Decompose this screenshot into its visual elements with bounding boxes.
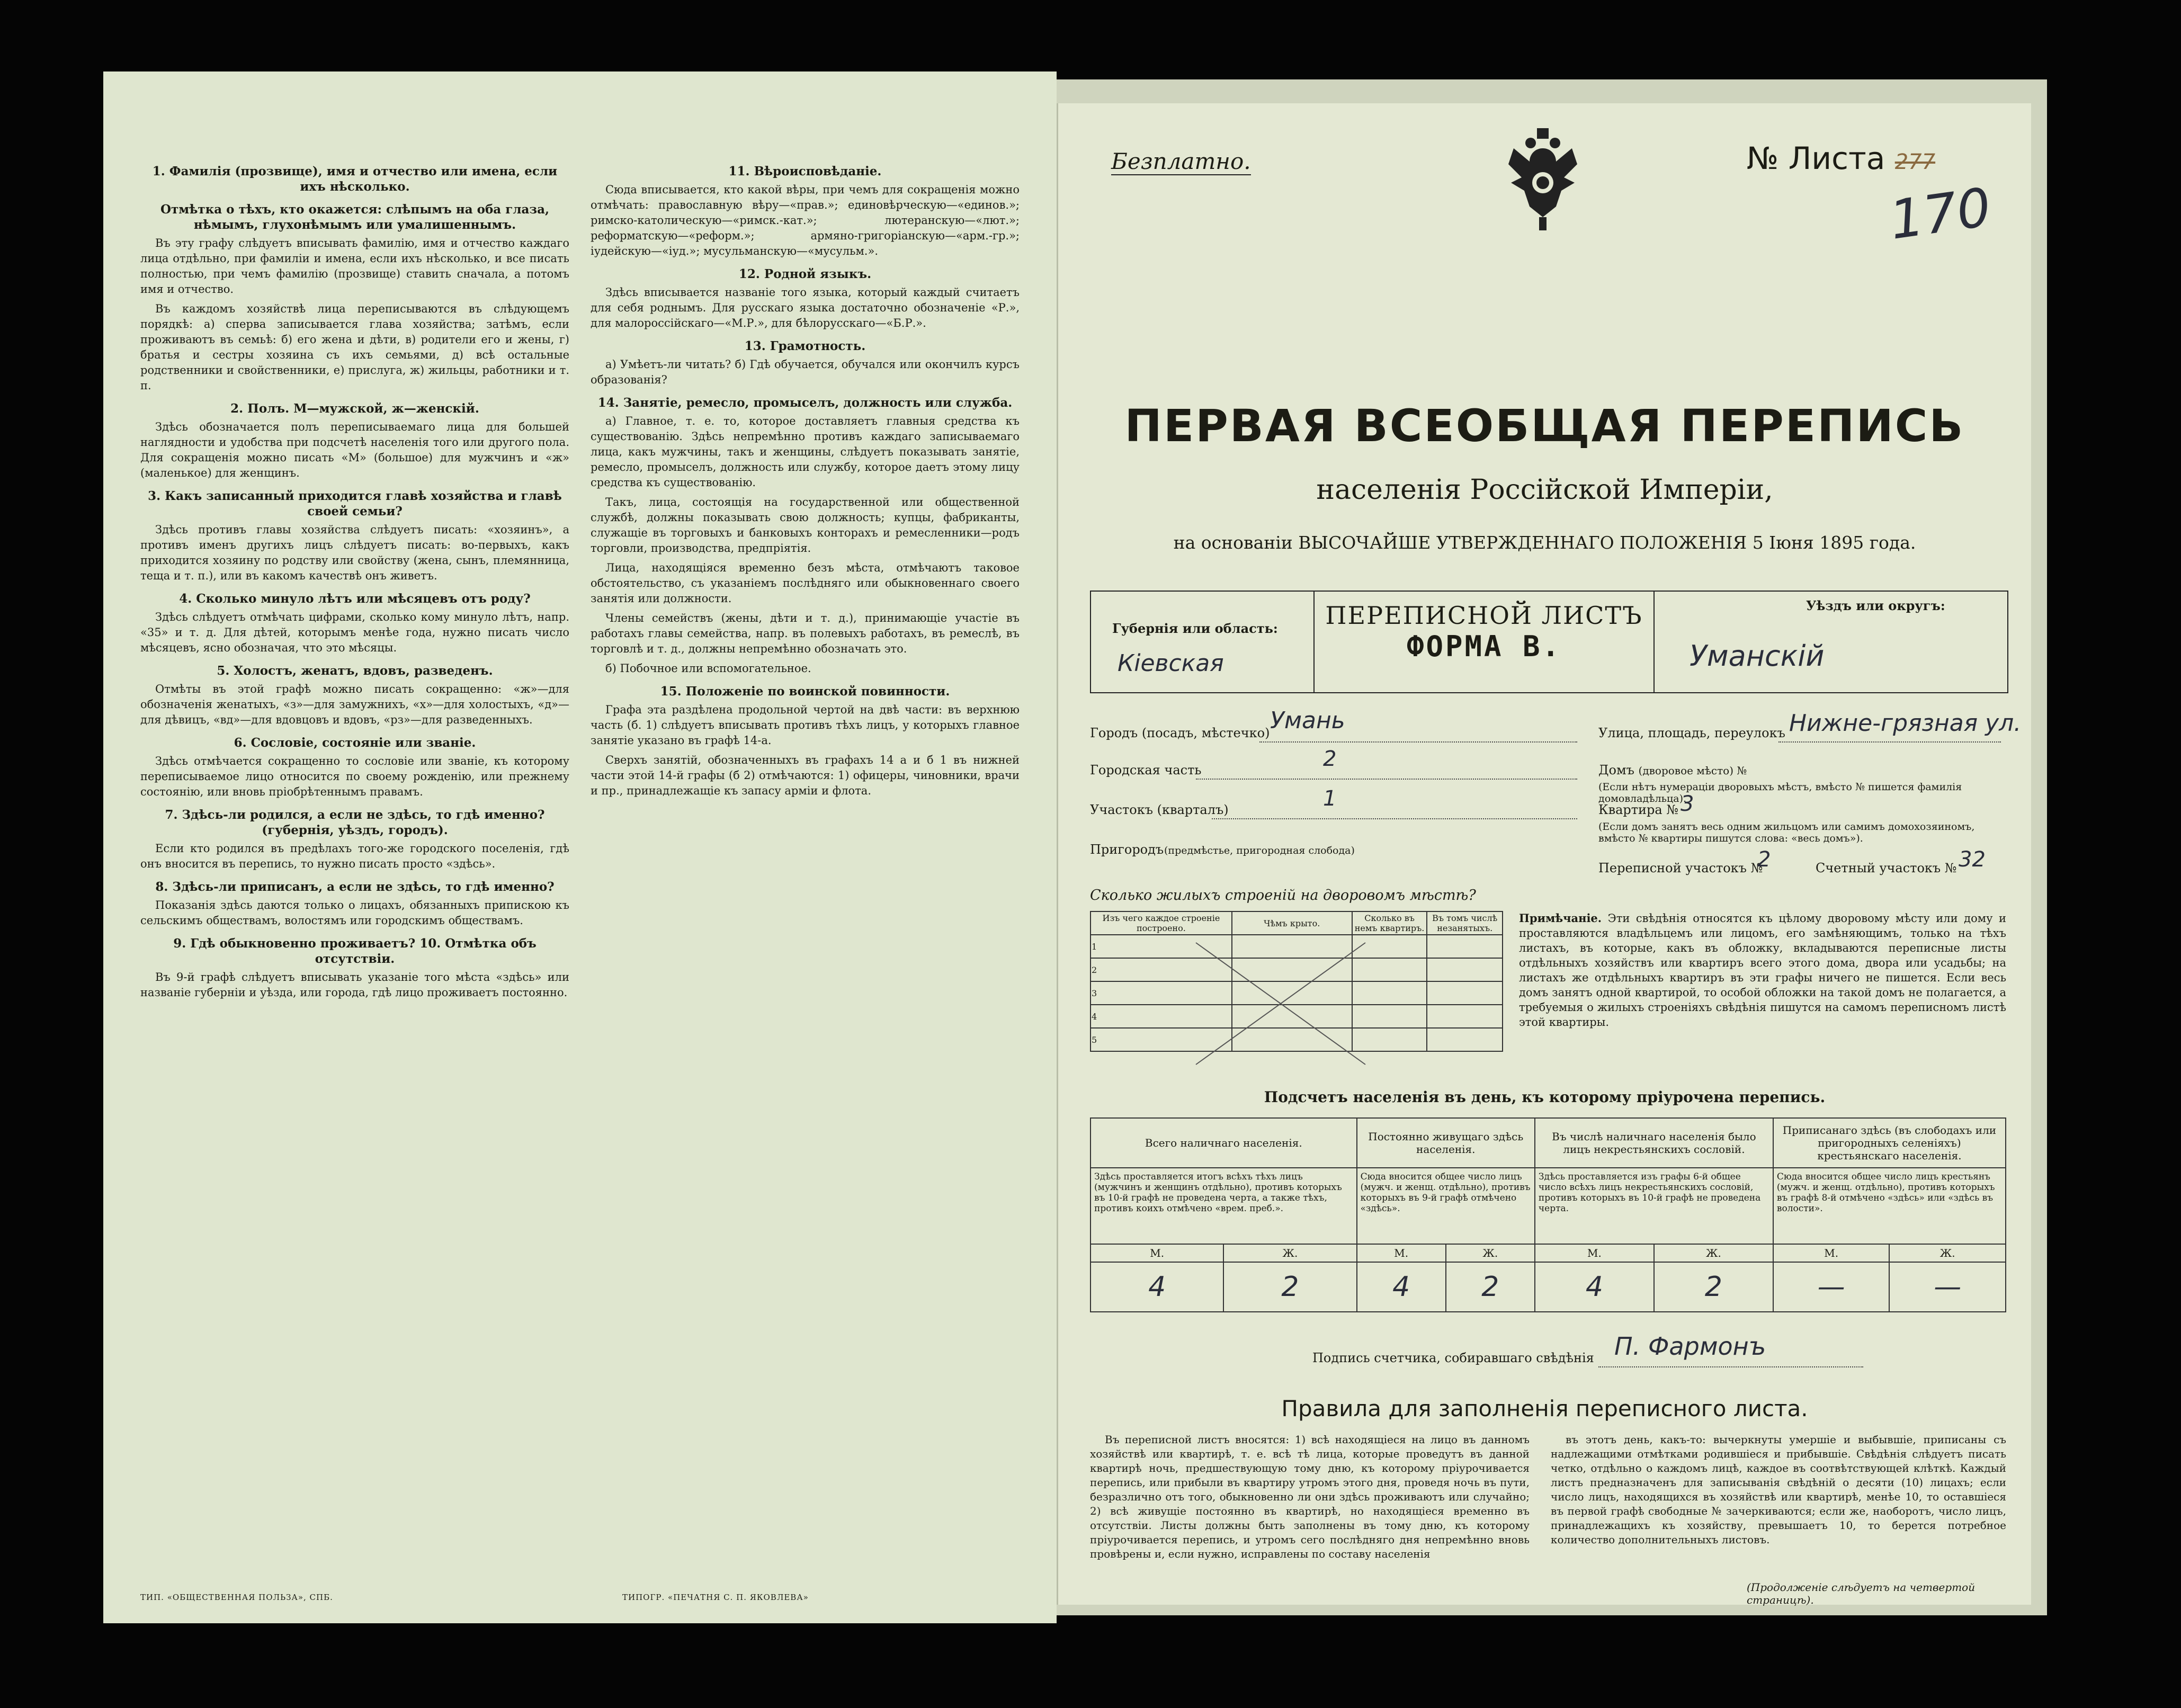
dwellings-header: Сколько въ немъ квартиръ. xyxy=(1352,911,1427,935)
count-description: Здѣсь проставляется изъ графы 6-й общее число всѣхъ лицъ некрестьянскихъ сословій, противъ которыхъ въ 10-й графѣ не проведена черта. xyxy=(1535,1168,1773,1244)
house-label-text: Домъ xyxy=(1598,763,1634,777)
rules-column-2: въ этотъ день, какъ-то: вычеркнуты умершіе и выбывшіе, приписаны съ надлежащими отмѣтками родившіеся и прибывшіе. Свѣдѣнія слѣдуетъ писать четко, отдѣльно о каждомъ лицѣ, каждое въ соотвѣтствующей клѣткѣ. Каждый листъ предназначенъ для записыванія свѣдѣній о десяти (10) лицахъ; если число лицъ, находящихся въ хозяйствѣ или квартирѣ, менѣе 10, то оставшіеся въ первой графѣ свободные № зачеркиваются; если же, наоборотъ, число лицъ, принадлежащихъ къ хозяйству, превышаетъ 10, то берется потребное количество дополнительныхъ листовъ. xyxy=(1551,1433,2006,1546)
instruction-paragraph: Если кто родился въ предѣлахъ того-же городского поселенія, гдѣ онъ вносится въ перепись, то нужно писать просто «здѣсь». xyxy=(140,842,569,870)
instruction-paragraph: Здѣсь слѣдуетъ отмѣчать цифрами, сколько кому минуло лѣтъ, напр. «35» и т. д. Для дѣтей, которымъ менѣе года, нужно писать число мѣсяцевъ, ясно обозначая, что это мѣсяцы. xyxy=(140,611,569,654)
count-value: 4 xyxy=(1090,1262,1223,1312)
instruction-paragraph: Здѣсь отмѣчается сокращенно то сословіе или званіе, къ которому переписываемое лицо относится по своему рожденію, или прежнему состоянію, или вновь пріобрѣтеннымъ правамъ. xyxy=(140,755,569,798)
instruction-heading: Отмѣтка о тѣхъ, кто окажется: слѣпымъ на оба глаза, нѣмымъ, глухонѣмымъ или умалишеннымъ. xyxy=(160,202,550,232)
instruction-paragraph: Такъ, лица, состоящія на государственной или общественной службѣ, должны показывать свою должность; купцы, фабриканты, служащіе въ торговыхъ и банковыхъ конторахъ и ремесленники—родъ торговли, производства, предпріятія. xyxy=(591,496,1020,555)
instruction-paragraph: Въ эту графу слѣдуетъ вписывать фамилію, имя и отчество каждаго лица отдѣльно, при фамиліи и имена, если ихъ нѣсколько, и все писать полностью, при чемъ фамилію (прозвище) ставить сначала, а потомъ имя и отчество. xyxy=(140,237,569,296)
instruction-paragraph: Графа эта раздѣлена продольной чертой на двѣ части: въ верхнюю часть (б. 1) слѣдуетъ вписывать противъ тѣхъ лицъ, у которыхъ главное занятіе указано въ графѣ 14-а. xyxy=(591,703,1020,747)
city-label: Городъ (посадъ, мѣстечко) xyxy=(1090,726,1270,740)
dwellings-cell xyxy=(1352,1005,1427,1028)
gubernia-label: Губернія или область: xyxy=(1112,621,1278,636)
double-headed-eagle-emblem xyxy=(1498,127,1588,233)
count-value: — xyxy=(1773,1262,1890,1312)
instruction-heading: 7. Здѣсь-ли родился, а если не здѣсь, то гдѣ именно? (губернія, уѣздъ, городъ). xyxy=(165,808,545,837)
count-value: 2 xyxy=(1654,1262,1773,1312)
instruction-paragraph: Показанія здѣсь даются только о лицахъ, обязанныхъ припискою къ сельскимъ обществамъ, волостямъ или городскимъ обществамъ. xyxy=(140,899,569,927)
sex-subheader: М. xyxy=(1357,1244,1446,1262)
census-area-value: 2 xyxy=(1757,847,1771,872)
uchastok-underline xyxy=(1212,818,1577,819)
dwellings-cell xyxy=(1232,981,1352,1005)
instruction-paragraph: Здѣсь противъ главы хозяйства слѣдуетъ писать: «хозяинъ», а противъ именъ другихъ лицъ слѣдуетъ писать: во-первыхъ, какъ приходится хозяину по родству или свойству (жена, сынъ, племянница, теща и т. п.), или въ какомъ качествѣ онъ живетъ. xyxy=(140,523,569,582)
dwellings-cell xyxy=(1232,958,1352,981)
dwellings-header: Чѣмъ крыто. xyxy=(1232,911,1352,935)
dwellings-cell xyxy=(1352,1028,1427,1051)
instruction-heading: 8. Здѣсь-ли приписанъ, а если не здѣсь, то гдѣ именно? xyxy=(155,880,555,894)
divider xyxy=(1653,592,1655,692)
dwellings-cell: 2 xyxy=(1090,958,1232,981)
instruction-heading: 4. Сколько минуло лѣтъ или мѣсяцевъ отъ роду? xyxy=(179,592,531,606)
instruction-heading: 13. Грамотность. xyxy=(744,339,866,353)
census-subtitle: населенія Россійской Имперіи, xyxy=(1316,474,1773,506)
instruction-paragraph: Сюда вписывается, кто какой вѣры, при чемъ для сокращенія можно отмѣчать: православную вѣру—«прав.»; единовѣрческую—«единов.»; римско-католическую—«римск.-кат.»; лютеранскую—«лют.»; реформатскую—«реформ.»; армяно-григоріанскую—«арм.-гр.»; іудейскую—«іуд.»; мусульманскую—«мусульм.». xyxy=(591,183,1020,257)
dwellings-cell xyxy=(1232,1005,1352,1028)
dwellings-cell xyxy=(1232,1028,1352,1051)
city-value: Умань xyxy=(1270,707,1345,734)
instructions-column-2 xyxy=(591,156,1020,1591)
dwellings-table xyxy=(1090,911,1503,1052)
note-title: Примѣчаніе. xyxy=(1519,911,1602,925)
suburb-label: Пригородъ xyxy=(1090,842,1164,857)
instruction-paragraph: а) Умѣетъ-ли читать? б) Гдѣ обучается, обучался или окончилъ курсъ образованія? xyxy=(591,358,1020,386)
uchastok-value: 1 xyxy=(1323,786,1337,811)
street-underline xyxy=(1778,741,2001,743)
census-form-page xyxy=(1057,103,2031,1605)
instruction-heading: 15. Положеніе по воинской повинности. xyxy=(660,684,950,699)
form-name: ФОРМА В. xyxy=(1406,630,1562,663)
count-value: 2 xyxy=(1446,1262,1535,1312)
instruction-paragraph: Сверхъ занятій, обозначенныхъ въ графахъ 14 а и б 1 въ нижней части этой 14-й графы (б 2) отмѣчаются: 1) офицеры, чиновники, врачи и пр., принадлежащіе къ запасу армiи и флота. xyxy=(591,754,1020,797)
dwellings-cell xyxy=(1427,935,1503,958)
legal-basis: на основаніи ВЫСОЧАЙШЕ УТВЕРЖДЕННАГО ПОЛОЖЕНІЯ 5 Іюня 1895 года. xyxy=(1173,532,1916,553)
street-label: Улица, площадь, переулокъ xyxy=(1598,726,1785,740)
sex-subheader: Ж. xyxy=(1223,1244,1356,1262)
signature-underline xyxy=(1598,1366,1863,1367)
count-value: 2 xyxy=(1223,1262,1356,1312)
instruction-heading: 3. Какъ записанный приходится главѣ хозяйства и главѣ своей семьи? xyxy=(148,489,562,518)
form-title-block xyxy=(1315,592,1653,663)
count-header: Въ числѣ наличнаго населенія было лицъ некрестьянскихъ сословій. xyxy=(1535,1118,1773,1168)
sex-subheader: Ж. xyxy=(1446,1244,1535,1262)
house-note: (дворовое мѣсто) № xyxy=(1638,764,1747,777)
sheet-number-value: 277 xyxy=(1894,150,1936,174)
dwellings-cell: 3 xyxy=(1090,981,1232,1005)
count-description: Здѣсь проставляется итогъ всѣхъ тѣхъ лицъ (мужчинъ и женщинъ отдѣльно), противъ которыхъ въ 10-й графѣ не проведена черта, а также тѣхъ, противъ коихъ отмѣчено «врем. преб.». xyxy=(1090,1168,1357,1244)
instruction-paragraph: Въ каждомъ хозяйствѣ лица переписываются въ слѣдующемъ порядкѣ: а) сперва записывается глава хозяйства; затѣмъ, если проживаютъ въ семьѣ: б) его жена и дѣти, в) родители его и жены, г) братья и сестры хозяина съ ихъ семьями, д) всѣ остальные родственники и свойственники, е) прислуга, ж) жильцы, работники и т. п. xyxy=(140,302,569,392)
population-count-table xyxy=(1090,1117,2006,1312)
instruction-paragraph: Здѣсь обозначается полъ переписываемаго лица для большей наглядности и удобства при подсчетѣ населенія того или другого пола. Для сокращенія можно писать «М» (большое) для мужчинъ и «ж» (маленькое) для женщинъ. xyxy=(140,421,569,479)
instruction-paragraph: Въ 9-й графѣ слѣдуетъ вписывать указаніе того мѣста «здѣсь» или названіе губерніи и уѣзда, или города, гдѣ лицо проживаетъ постоянно. xyxy=(140,971,569,999)
dwellings-cell: 4 xyxy=(1090,1005,1232,1028)
dwellings-header: Въ томъ числѣ незанятыхъ. xyxy=(1427,911,1503,935)
sex-subheader: М. xyxy=(1090,1244,1223,1262)
instruction-heading: 14. Занятіе, ремесло, промыселъ, должность или служба. xyxy=(597,396,1013,410)
sheet-number-label: № Листа xyxy=(1747,140,1885,176)
dwellings-cell xyxy=(1232,935,1352,958)
printer-imprint-left: ТИП. «ОБЩЕСТВЕННАЯ ПОЛЬЗА», СПБ. xyxy=(140,1593,333,1602)
apartment-value: 3 xyxy=(1681,792,1694,816)
sex-subheader: Ж. xyxy=(1889,1244,2006,1262)
instruction-paragraph: б) Побочное или вспомогательное. xyxy=(605,662,811,675)
counter-area-value: 32 xyxy=(1959,847,1986,872)
dwellings-cell xyxy=(1352,935,1427,958)
sheet-number-block xyxy=(1747,140,1935,176)
count-value: 4 xyxy=(1357,1262,1446,1312)
count-header: Постоянно живущаго здѣсь населенія. xyxy=(1357,1118,1535,1168)
dwellings-header: Изъ чего каждое строеніе построено. xyxy=(1090,911,1232,935)
instruction-paragraph: а) Главное, т. е. то, которое доставляетъ главныя средства къ существованію. Здѣсь непремѣнно противъ каждаго записываемаго лица, какъ мужчины, такъ и женщины, слѣдуетъ показывать занятіе, ремесло, промыселъ, должность или службу, которое даетъ этому лицу средства къ существованію. xyxy=(591,415,1020,489)
apartment-label: Квартира № xyxy=(1598,802,1679,817)
census-title: ПЕРВАЯ ВСЕОБЩАЯ ПЕРЕПИСЬ xyxy=(1124,400,1965,452)
census-area-label: Переписной участокъ № xyxy=(1598,861,1763,875)
free-label: Безплатно. xyxy=(1111,148,1251,174)
sex-subheader: Ж. xyxy=(1654,1244,1773,1262)
count-title: Подсчетъ населенія въ день, къ которому пріурочена перепись. xyxy=(1264,1088,1826,1106)
street-value: Нижне-грязная ул. xyxy=(1789,710,2022,737)
instruction-heading: 12. Родной языкъ. xyxy=(738,267,872,281)
archive-page-number: 170 xyxy=(1885,176,1995,252)
signature-label: Подпись счетчика, собиравшаго свѣдѣнія xyxy=(1312,1351,1594,1365)
note-text: Эти свѣдѣнія относятся къ цѣлому дворовому мѣсту или дому и проставляются владѣльцемъ или лицомъ, его замѣняющимъ, только на тѣхъ листахъ, въ которые, какъ въ обложку, вкладываются переписные листы отдѣльныхъ хозяйствъ или квартиръ всего этого дома, двора или усадьбы; на листахъ же отдѣльныхъ квартиръ въ эти графы ничего не пишется. Если весь домъ занятъ одной квартирой, то особой обложки на такой домъ не полагается, а требуемыя о жилыхъ строеніяхъ свѣдѣнія пишутся на самомъ переписномъ листѣ этой квартиры. xyxy=(1519,912,2006,1029)
gubernia-value: Кіевская xyxy=(1118,650,1224,677)
uezd-value: Уманскій xyxy=(1690,639,1825,673)
dwellings-cell xyxy=(1427,981,1503,1005)
counter-area-label: Счетный участокъ № xyxy=(1816,861,1957,875)
instruction-paragraph: Члены семействъ (жены, дѣти и т. д.), принимающіе участіе въ работахъ главы семейства, напр. въ полевыхъ работахъ, въ ремеслѣ, въ торговлѣ и т. д., должны непремѣнно обозначать это. xyxy=(591,612,1020,655)
instruction-paragraph: Здѣсь вписывается названіе того языка, который каждый считаетъ для себя роднымъ. Для русскаго языка достаточно обозначеніе «Р.», для малороссійскаго—«М.Р.», для бѣлорусскаго—«Б.Р.». xyxy=(591,286,1020,329)
uchastok-label: Участокъ (кварталъ) xyxy=(1090,802,1229,817)
instruction-heading: 9. Гдѣ обыкновенно проживаетъ? 10. Отмѣтка объ отсутствіи. xyxy=(173,936,537,966)
dwellings-cell xyxy=(1427,1028,1503,1051)
dwellings-cell xyxy=(1427,958,1503,981)
instruction-heading: 11. Вѣроисповѣданіе. xyxy=(728,164,882,178)
continuation-note: (Продолженіе слѣдуетъ на четвертой страницѣ). xyxy=(1747,1581,1976,1606)
left-page xyxy=(103,71,1057,1623)
instruction-paragraph: Отмѣты въ этой графѣ можно писать сокращенно: «ж»—для обозначенія женатыхъ, «з»—для замужнихъ, «х»—для холостыхъ, «д»—для дѣвицъ, «вд»—для вдовцовъ и вдовъ, «рз»—для разведенныхъ. xyxy=(140,683,569,726)
sex-subheader: М. xyxy=(1773,1244,1890,1262)
dwellings-cell xyxy=(1352,958,1427,981)
house-label xyxy=(1598,763,1747,777)
printer-imprint-right: ТИПОГР. «ПЕЧАТНЯ С. П. ЯКОВЛЕВА» xyxy=(622,1593,809,1602)
region-header-box xyxy=(1090,591,2008,693)
rules-column-1: Въ переписной листъ вносятся: 1) всѣ находящіеся на лицо въ данномъ хозяйствѣ или квартирѣ, т. е. всѣ тѣ лица, которые проведутъ въ данной квартирѣ ночь, предшествующую тому дню, къ которому пріурочивается перепись, или прибыли въ квартиру утромъ этого дня, проведя ночь въ пути, безразлично отъ того, обыкновенно ли они здѣсь проживаютъ или случайно; 2) всѣ живущіе постоянно въ квартирѣ, но находящіеся временно въ отсутствіи. Листы должны быть заполнены въ тому дню, къ которому пріурочивается перепись, и утромъ сего послѣдняго дня непремѣнно вновь провѣрены и, если нужно, исправлены по составу населенія xyxy=(1090,1433,1530,1560)
apartment-hint: (Если домъ занятъ весь одним жильцомъ или самимъ домохозяиномъ, вмѣсто № квартиры пишутся слова: «весь домъ»). xyxy=(1598,821,1975,844)
form-title: ПЕРЕПИСНОЙ ЛИСТЪ xyxy=(1325,601,1643,630)
instruction-heading: 5. Холостъ, женатъ, вдовъ, разведенъ. xyxy=(217,664,493,678)
city-part-value: 2 xyxy=(1323,747,1337,771)
city-part-underline xyxy=(1196,779,1577,780)
house-hint: (Если нѣтъ нумераціи дворовыхъ мѣстъ, вмѣсто № пишется фамилія домовладѣльца). xyxy=(1598,781,1962,804)
city-underline xyxy=(1259,741,1577,743)
rules-title: Правила для заполненія переписного листа. xyxy=(1281,1396,1808,1421)
suburb-note: (предмѣстье, пригородная слобода) xyxy=(1164,845,1355,856)
dwellings-cell: 5 xyxy=(1090,1028,1232,1051)
uezd-label: Уѣздъ или округъ: xyxy=(1806,598,1945,613)
instruction-heading: 2. Полъ. М—мужской, ж—женскій. xyxy=(230,401,479,416)
instruction-heading: 6. Сословіе, состояніе или званіе. xyxy=(234,736,476,750)
dwellings-question: Сколько жилыхъ строеній на дворовомъ мѣстѣ? xyxy=(1090,887,1476,904)
instructions-column-1 xyxy=(140,156,569,1591)
count-header: Приписанаго здѣсь (въ слободахъ или пригородныхъ селеніяхъ) крестьянскаго населенія. xyxy=(1773,1118,2006,1168)
note-block xyxy=(1519,911,2006,1030)
count-value: — xyxy=(1889,1262,2006,1312)
dwellings-cell: 1 xyxy=(1090,935,1232,958)
instruction-heading: 1. Фамилія (прозвище), имя и отчество или имена, если ихъ нѣсколько. xyxy=(152,164,558,194)
count-description: Сюда вносится общее число лицъ (мужч. и женщ. отдѣльно), противъ которыхъ въ 9-й графѣ отмѣчено «здѣсь». xyxy=(1357,1168,1535,1244)
count-description: Сюда вносится общее число лицъ крестьянъ (мужч. и женщ. отдѣльно), противъ которыхъ въ графѣ 8-й отмѣчено «здѣсь» или «здѣсь въ волости». xyxy=(1773,1168,2006,1244)
signature-value: П. Фармонъ xyxy=(1614,1332,1766,1361)
city-part-label: Городская часть xyxy=(1090,763,1202,777)
dwellings-cell xyxy=(1427,1005,1503,1028)
count-header: Всего наличнаго населенія. xyxy=(1090,1118,1357,1168)
sex-subheader: М. xyxy=(1535,1244,1654,1262)
count-value: 4 xyxy=(1535,1262,1654,1312)
instruction-paragraph: Лица, находящіяся временно безъ мѣста, отмѣчаютъ таковое обстоятельство, съ указаніемъ послѣдняго или обыкновеннаго своего занятія или должности. xyxy=(591,561,1020,605)
dwellings-cell xyxy=(1352,981,1427,1005)
